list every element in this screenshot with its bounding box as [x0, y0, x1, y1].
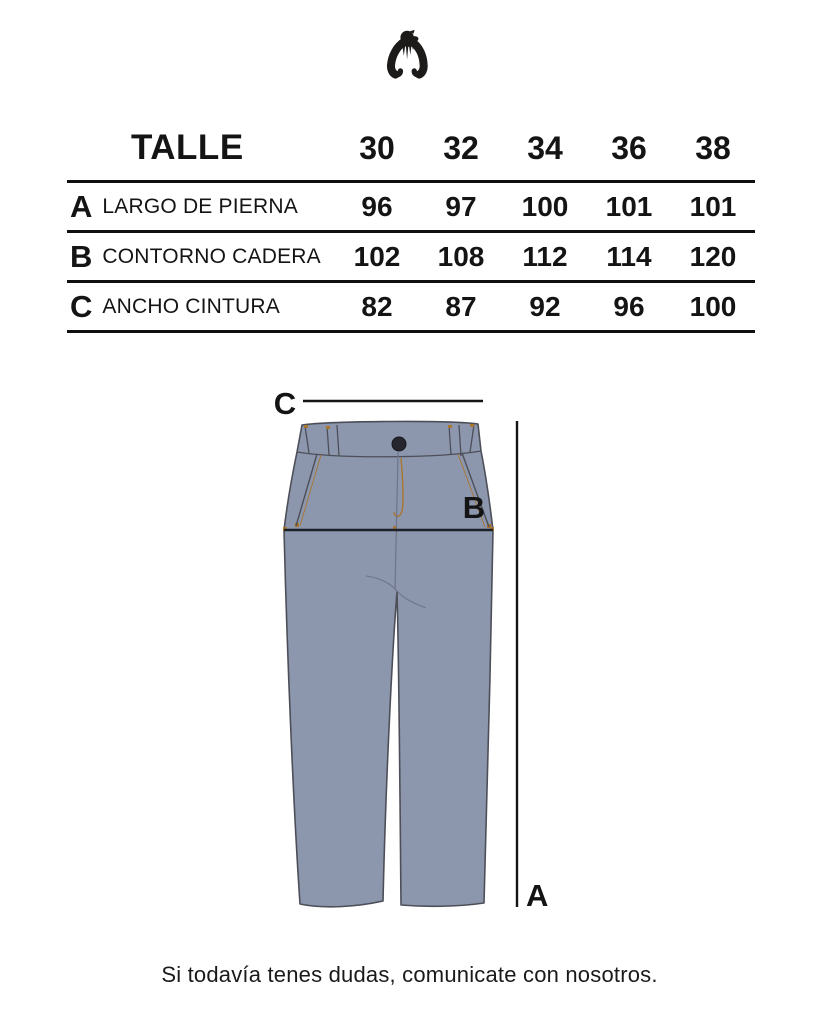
size-column-header: 30 — [359, 129, 395, 166]
size-table-header-row — [67, 116, 755, 180]
table-cell: 87 — [445, 290, 477, 322]
label-b: B — [462, 490, 486, 525]
measurement-label — [67, 241, 335, 272]
measurement-letter: C — [70, 289, 93, 324]
table-cell: 120 — [689, 240, 737, 272]
size-column-header: 34 — [527, 129, 563, 166]
footer-note: Si todavía tenes dudas, comunicate con nosotros. — [161, 962, 658, 987]
table-cell: 101 — [605, 190, 653, 222]
measurement-letter: B — [70, 239, 93, 274]
measurement-label — [67, 191, 335, 222]
table-cell: 101 — [689, 190, 737, 222]
table-cell: 114 — [606, 240, 652, 272]
size-column-header: 38 — [695, 129, 731, 166]
measurement-name: LARGO DE PIERNA — [102, 194, 298, 218]
table-cell: 96 — [613, 290, 645, 322]
pants-diagram — [230, 375, 560, 935]
bear-logo-icon — [381, 29, 435, 79]
size-column-header: 36 — [611, 129, 647, 166]
label-a: A — [526, 878, 549, 913]
table-row — [67, 180, 755, 230]
measurement-name: CONTORNO CADERA — [102, 244, 321, 268]
pants-diagram-svg — [230, 375, 560, 935]
size-table — [67, 116, 755, 333]
table-cell: 97 — [445, 190, 477, 222]
table-cell: 96 — [361, 190, 393, 222]
size-column-header: 32 — [443, 129, 479, 166]
measurement-label — [67, 291, 335, 322]
table-cell: 82 — [361, 290, 393, 322]
measurement-letter: A — [70, 189, 93, 224]
pants-button — [392, 437, 406, 451]
table-cell: 92 — [529, 290, 561, 322]
pants-body — [284, 421, 493, 906]
table-cell: 112 — [522, 240, 568, 272]
brand-logo — [381, 29, 435, 79]
table-cell: 102 — [353, 240, 401, 272]
label-c: C — [273, 386, 297, 421]
table-row — [67, 280, 755, 333]
size-table-title: TALLE — [131, 128, 244, 167]
table-cell: 100 — [689, 290, 737, 322]
table-row — [67, 230, 755, 280]
table-cell: 100 — [521, 190, 569, 222]
table-cell: 108 — [437, 240, 485, 272]
measurement-name: ANCHO CINTURA — [102, 294, 280, 318]
